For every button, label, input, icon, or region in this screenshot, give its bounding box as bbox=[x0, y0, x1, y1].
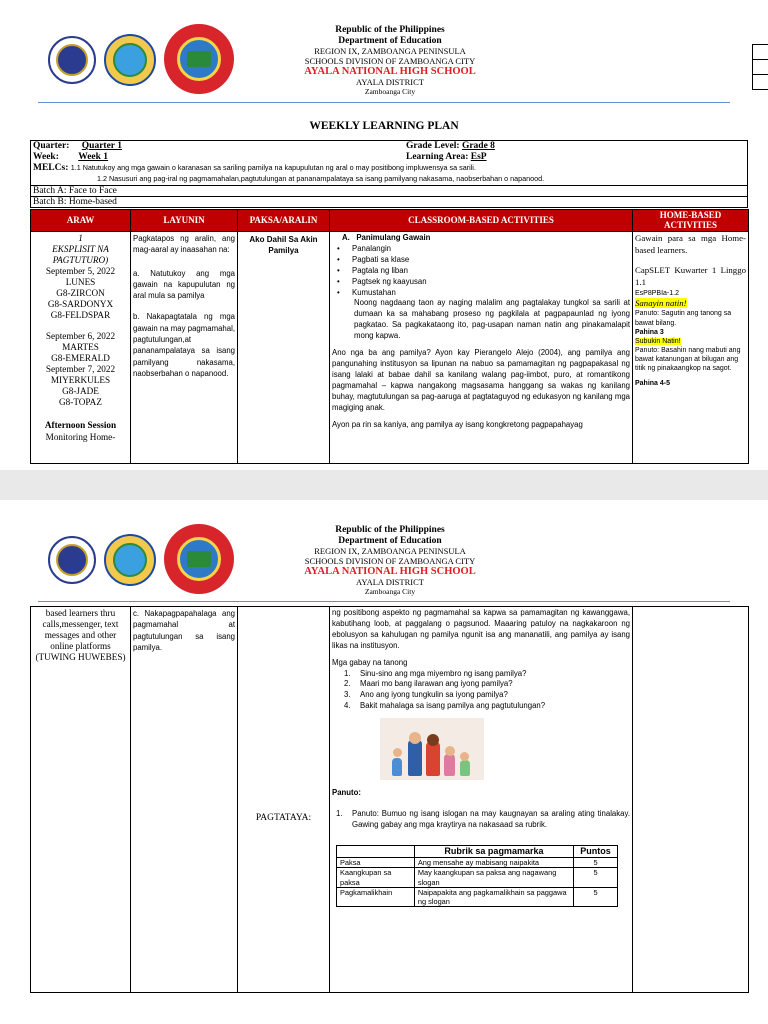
logo-group bbox=[48, 524, 234, 598]
date-1: September 5, 2022 bbox=[45, 266, 116, 277]
department-line: Department of Education bbox=[338, 35, 442, 46]
tuwing-huwebes: (TUWING HUWEBES) bbox=[35, 652, 126, 663]
pagtataya-label: PAGTATAYA: bbox=[255, 813, 312, 823]
araw-mode: EKSPLISIT NA PAGTUTURO) bbox=[52, 244, 109, 266]
afternoon-session: Afternoon Session bbox=[44, 420, 117, 431]
header-rule bbox=[38, 601, 730, 602]
pahina-3: Pahina 3 bbox=[635, 328, 664, 336]
letterhead bbox=[240, 25, 540, 97]
section-3: G8-FELDSPAR bbox=[50, 310, 111, 321]
sanayin-panuto: Panuto: Sagutin ang tanong sa bawat bilang. bbox=[635, 310, 732, 327]
family-illustration bbox=[380, 718, 484, 780]
paksa-topic: Ako Dahil Sa Akin Pamilya bbox=[249, 235, 318, 255]
city-line: Zamboanga City bbox=[364, 587, 416, 597]
section-5: G8-JADE bbox=[62, 386, 99, 397]
table-row bbox=[337, 858, 618, 868]
section-a-title: Panimulang Gawain bbox=[356, 233, 431, 242]
day-2: MARTES bbox=[62, 342, 99, 353]
district-line: AYALA DISTRICT bbox=[356, 77, 424, 88]
letterhead bbox=[240, 525, 540, 597]
gabay-list bbox=[344, 669, 630, 713]
grade-value: Grade 8 bbox=[461, 141, 495, 151]
rubric-points: 5 bbox=[574, 868, 618, 888]
layunin-c: c. Nakapagpapahalaga ang pagmamahal at pagtutulungan sa isang pamilya. bbox=[133, 609, 235, 652]
home-code: EsP8PBIa-1.2 bbox=[635, 289, 679, 297]
home-intro: Gawain para sa mga Home-based learners. bbox=[635, 233, 746, 255]
week-label: Week: bbox=[33, 152, 59, 162]
paragraph-1: Ano nga ba ang pamilya? Ayon kay Pierangelo Alejo (2004), ang pamilya ang pangunahing institusyon sa lipunan na nabuo sa pamamagitan ng pagpapakasal ng isang lalaki at babae dahil sa kanilang walang pag-iimbot, puro, at romantikong pagmamahal – kapwa nangakong magsasama hanggang sa wakas ng kanilang buhay, magtutulungan sa pag-aaruga at pagtataguyod ng edukasyon ng kanilang mga magiging anak. bbox=[332, 348, 630, 412]
republic-line: Republic of the Philippines bbox=[335, 25, 445, 35]
city-line: Zamboanga City bbox=[364, 87, 416, 97]
rubric-points: 5 bbox=[574, 858, 618, 868]
school-seal-icon bbox=[164, 524, 234, 594]
monitoring-cont: based learners thru calls,messenger, text messages and other online platforms bbox=[42, 608, 119, 652]
rubric-desc: May kaangkupan sa paksa ang nagawang slogan bbox=[414, 868, 573, 888]
col-home: HOME-BASED ACTIVITIES bbox=[633, 210, 749, 232]
day-3: MIYERKULES bbox=[50, 375, 111, 386]
kumustahan-text: Noong nagdaang taon ay naging malalim ang pagtalakay tungkol sa sarili at dumaan ka sa mahabang proseso ng pagkilala at pagpapaunlad ng iyong pagkatao. Sa pagkakataong ito, pag-usapan naman natin ang pinakamalapit mong kapwa. bbox=[354, 298, 630, 341]
rubric-criteria: Pagkamalikhain bbox=[337, 887, 415, 907]
araw-number: 1 bbox=[78, 233, 83, 243]
rubric-blank-header bbox=[337, 845, 415, 857]
table-row bbox=[337, 868, 618, 888]
list-item: 1. Sinu-sino ang mga miyembro ng isang pamilya? bbox=[344, 669, 630, 680]
region-line: REGION IX, ZAMBOANGA PENINSULA bbox=[314, 45, 466, 56]
district-line: AYALA DISTRICT bbox=[356, 577, 424, 588]
division-line: SCHOOLS DIVISION OF ZAMBOANGA CITY bbox=[304, 55, 476, 66]
school-name: AYALA NATIONAL HIGH SCHOOL bbox=[304, 66, 476, 78]
area-label: Learning Area: bbox=[406, 152, 469, 162]
rubric-criteria: Paksa bbox=[337, 858, 415, 868]
col-paksa: PAKSA/ARALIN bbox=[238, 210, 330, 232]
rubric-desc: Naipapakita ang pagkamalikhain sa paggawa ng slogan bbox=[414, 887, 573, 907]
layunin-a: a. Natutukoy ang mga gawain na kapupulutan ng aral mula sa pamilya bbox=[133, 268, 235, 301]
school-name: AYALA NATIONAL HIGH SCHOOL bbox=[304, 566, 476, 578]
paksa-cell bbox=[238, 232, 330, 464]
paksa-cell-cont bbox=[238, 607, 330, 993]
subukin-panuto: Panuto: Basahin nang mabuti ang bawat katanungan at bilugan ang titik ng pinakaangkop na sagot. bbox=[635, 346, 741, 373]
home-capslet: CapSLET Kuwarter 1 Linggo 1.1 bbox=[635, 264, 746, 287]
date-2: September 6, 2022 bbox=[45, 331, 116, 342]
quarter-label: Quarter: bbox=[33, 141, 70, 151]
section-4: G8-EMERALD bbox=[51, 353, 110, 364]
sanayin-heading: Sanayin natin! bbox=[635, 297, 687, 308]
list-item: • Pagtsek ng kaayusan bbox=[334, 277, 630, 288]
col-araw: ARAW bbox=[31, 210, 131, 232]
header-rule bbox=[38, 102, 730, 103]
school-seal-icon bbox=[164, 24, 234, 94]
panimula-list bbox=[334, 244, 630, 299]
week-value: Week 1 bbox=[78, 152, 109, 162]
home-cell-cont bbox=[633, 607, 749, 993]
date-3: September 7, 2022 bbox=[45, 364, 116, 375]
plan-meta bbox=[30, 140, 748, 208]
panuto-list bbox=[336, 809, 630, 831]
rubric-desc: Ang mensahe ay mabisang naipakita bbox=[414, 858, 573, 868]
list-item: • Pagtala ng liban bbox=[334, 266, 630, 277]
deped-seal-icon bbox=[48, 36, 96, 84]
corner-box bbox=[752, 44, 768, 90]
batch-a: Batch A: Face to Face bbox=[31, 185, 747, 196]
layunin-b: b. Nakapagtatala ng mga gawain na may pagmamahal, pagtutulungan,at pananampalataya sa isang pamilyang nakasama, naobserbahan o napanood. bbox=[133, 312, 235, 378]
rubric-points: 5 bbox=[574, 887, 618, 907]
republic-line: Republic of the Philippines bbox=[335, 525, 445, 535]
classroom-cell bbox=[330, 232, 633, 464]
quarter-value: Quarter 1 bbox=[81, 141, 122, 151]
layunin-cell bbox=[131, 232, 238, 464]
list-item: • Pagbati sa klase bbox=[334, 255, 630, 266]
list-item: • Kumustahan bbox=[334, 288, 630, 299]
list-item: 1. Panuto: Bumuo ng isang islogan na may kaugnayan sa araling ating tinalakay. Gawing gabay ang mga kraytirya na nakasaad sa rubrik. bbox=[336, 809, 630, 831]
division-seal-icon bbox=[104, 34, 156, 86]
panuto-label: Panuto: bbox=[332, 788, 362, 798]
rubric-points-header: Puntos bbox=[574, 845, 618, 857]
rubric-table bbox=[336, 845, 618, 908]
section-1: G8-ZIRCON bbox=[56, 288, 105, 299]
melc-1: 1.1 Natutukoy ang mga gawain o karanasan sa sariling pamilya na kapupulutan ng aral o may positibong impluwensya sa sarili. bbox=[70, 163, 476, 172]
list-item: • Panalangin bbox=[334, 244, 630, 255]
araw-cell bbox=[31, 232, 131, 464]
monitoring-line: Monitoring Home- bbox=[45, 431, 116, 442]
melc-2: 1.2 Nasusuri ang pag-iral ng pagmamahalan,pagtutulungan at pananampalataya sa isang pamilyang nakasama, naobserbahan o napanood. bbox=[97, 174, 545, 183]
subukin-heading: Subukin Natin! bbox=[635, 337, 681, 345]
section-6: G8-TOPAZ bbox=[59, 397, 102, 408]
list-item: 4. Bakit mahalaga sa isang pamilya ang pagtutulungan? bbox=[344, 701, 630, 712]
division-line: SCHOOLS DIVISION OF ZAMBOANGA CITY bbox=[304, 555, 476, 566]
home-cell bbox=[633, 232, 749, 464]
learning-plan-table bbox=[30, 209, 749, 464]
table-row bbox=[337, 887, 618, 907]
day-1: LUNES bbox=[65, 277, 96, 288]
section-2: G8-SARDONYX bbox=[47, 299, 114, 310]
layunin-cell-cont bbox=[131, 607, 238, 993]
melcs-label: MELCs: bbox=[33, 163, 69, 173]
deped-seal-icon bbox=[48, 536, 96, 584]
list-item: 2. Maari mo bang ilarawan ang iyong pamilya? bbox=[344, 679, 630, 690]
division-seal-icon bbox=[104, 534, 156, 586]
classroom-cell-cont bbox=[330, 607, 633, 993]
section-a-letter: A. bbox=[342, 233, 350, 242]
paragraph-2-cont: ng positibong aspekto ng pagmamahal sa kapwa sa pamamagitan ng kawanggawa, kabutihang loob, at paggalang o pagsunod. Maaaring patuloy na nagkakaroon ng ebolusyon sa kahulugan ng pamilya ngunit isa ang mananatili, ang pamilya ay isang likas na institusyon. bbox=[332, 608, 630, 650]
logo-group bbox=[48, 24, 234, 98]
gabay-title: Mga gabay na tanong bbox=[332, 657, 408, 667]
grade-label: Grade Level: bbox=[406, 141, 460, 151]
list-item: 3. Ano ang iyong tungkulin sa iyong pamilya? bbox=[344, 690, 630, 701]
batch-b: Batch B: Home-based bbox=[31, 196, 747, 207]
region-line: REGION IX, ZAMBOANGA PENINSULA bbox=[314, 545, 466, 556]
layunin-intro: Pagkatapos ng aralin, ang mag-aaral ay inaasahan na: bbox=[133, 234, 235, 255]
department-line: Department of Education bbox=[338, 535, 442, 546]
col-classroom: CLASSROOM-BASED ACTIVITIES bbox=[330, 210, 633, 232]
page-1 bbox=[0, 0, 768, 470]
learning-plan-table-cont bbox=[30, 606, 749, 993]
rubric-title: Rubrik sa pagmamarka bbox=[414, 845, 573, 857]
rubric-criteria: Kaangkupan sa paksa bbox=[337, 868, 415, 888]
col-layunin: LAYUNIN bbox=[131, 210, 238, 232]
paragraph-2: Ayon pa rin sa kaniya, ang pamilya ay isang kongkretong pagpapahayag bbox=[332, 419, 583, 429]
araw-cell-cont bbox=[31, 607, 131, 993]
pahina-4-5: Pahina 4-5 bbox=[635, 380, 671, 388]
page-title: WEEKLY LEARNING PLAN bbox=[309, 120, 459, 132]
area-value: EsP bbox=[470, 152, 487, 162]
